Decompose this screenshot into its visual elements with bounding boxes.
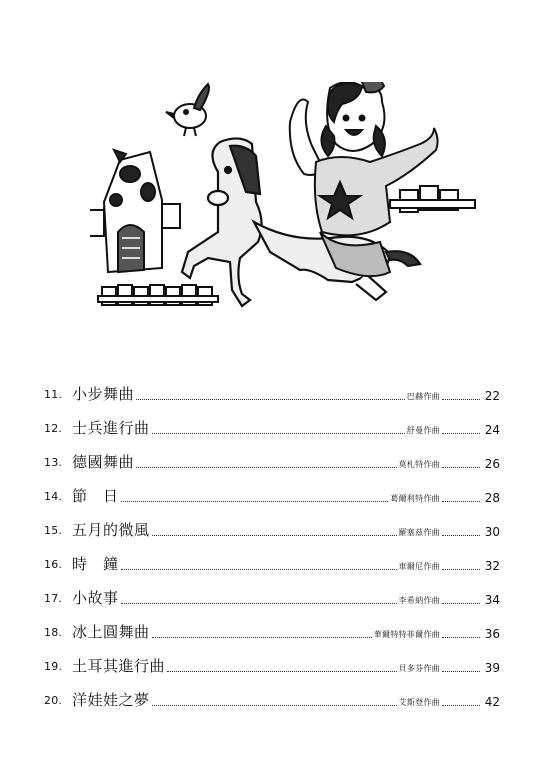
entry-composer: 車爾尼作曲	[398, 562, 440, 571]
entry-number: 12.	[44, 422, 63, 435]
entry-title: 小故事	[72, 589, 119, 607]
entry-title: 洋娃娃之夢	[72, 691, 150, 709]
entry-composer: 巴赫作曲	[406, 392, 440, 401]
leader-dots	[152, 637, 372, 638]
leader-dots	[152, 433, 405, 434]
entry-title: 士兵進行曲	[72, 419, 150, 437]
leader-dots	[442, 501, 480, 502]
entry-number: 11.	[44, 388, 63, 401]
leader-dots	[442, 433, 480, 434]
leader-dots	[442, 705, 480, 706]
entry-page: 42	[484, 695, 500, 709]
leader-dots	[442, 569, 480, 570]
entry-title: 時 鐘	[72, 555, 119, 573]
entry-composer: 舒曼作曲	[406, 426, 440, 435]
entry-composer: 華爾特特菲爾作曲	[373, 630, 440, 639]
entry-number: 14.	[44, 490, 63, 503]
entry-number: 20.	[44, 694, 63, 707]
entry-page: 24	[484, 423, 500, 437]
leader-dots	[167, 671, 396, 672]
leader-dots	[442, 671, 480, 672]
entry-title: 五月的微風	[72, 521, 150, 539]
toc-entry[interactable]	[44, 542, 500, 576]
entry-page: 39	[484, 661, 500, 675]
leader-dots	[136, 399, 405, 400]
entry-composer: 貝多芬作曲	[398, 664, 440, 673]
entry-number: 15.	[44, 524, 63, 537]
entry-page: 34	[484, 593, 500, 607]
leader-dots	[136, 467, 396, 468]
leader-dots	[442, 467, 480, 468]
leader-dots	[121, 603, 397, 604]
leader-dots	[442, 535, 480, 536]
entry-page: 26	[484, 457, 500, 471]
toc-entry[interactable]	[44, 610, 500, 644]
bird-icon	[166, 84, 209, 136]
cartoon-illustration	[90, 82, 490, 317]
entry-title: 小步舞曲	[72, 385, 135, 403]
entry-number: 18.	[44, 626, 63, 639]
toc-entry[interactable]	[44, 372, 500, 406]
entry-number: 13.	[44, 456, 63, 469]
entry-number: 17.	[44, 592, 63, 605]
entry-number: 19.	[44, 660, 63, 673]
entry-title: 節 日	[72, 487, 119, 505]
entry-page: 22	[484, 389, 500, 403]
entry-composer: 葛爾利特作曲	[390, 494, 440, 503]
leader-dots	[121, 569, 397, 570]
leader-dots	[121, 501, 389, 502]
entry-composer: 羅塞茲作曲	[398, 528, 440, 537]
entry-composer: 莫札特作曲	[398, 460, 440, 469]
entry-title: 德國舞曲	[72, 453, 135, 471]
entry-page: 28	[484, 491, 500, 505]
toc-entry[interactable]	[44, 576, 500, 610]
entry-page: 30	[484, 525, 500, 539]
leader-dots	[442, 399, 480, 400]
entry-title: 冰上圓舞曲	[72, 623, 150, 641]
cow-house-icon	[104, 150, 162, 272]
toc-entry[interactable]	[44, 474, 500, 508]
toc-entry[interactable]	[44, 440, 500, 474]
leader-dots	[152, 705, 397, 706]
toc-entry[interactable]	[44, 508, 500, 542]
leader-dots	[442, 637, 480, 638]
toc-entry[interactable]	[44, 406, 500, 440]
entry-number: 16.	[44, 558, 63, 571]
toc-entry[interactable]	[44, 644, 500, 678]
table-of-contents	[44, 372, 500, 712]
entry-page: 32	[484, 559, 500, 573]
entry-page: 36	[484, 627, 500, 641]
toc-entry[interactable]	[44, 678, 500, 712]
leader-dots	[152, 535, 397, 536]
entry-composer: 艾斯登作曲	[398, 698, 440, 707]
leader-dots	[442, 603, 480, 604]
entry-title: 土耳其進行曲	[72, 657, 166, 675]
entry-composer: 李希納作曲	[398, 596, 440, 605]
